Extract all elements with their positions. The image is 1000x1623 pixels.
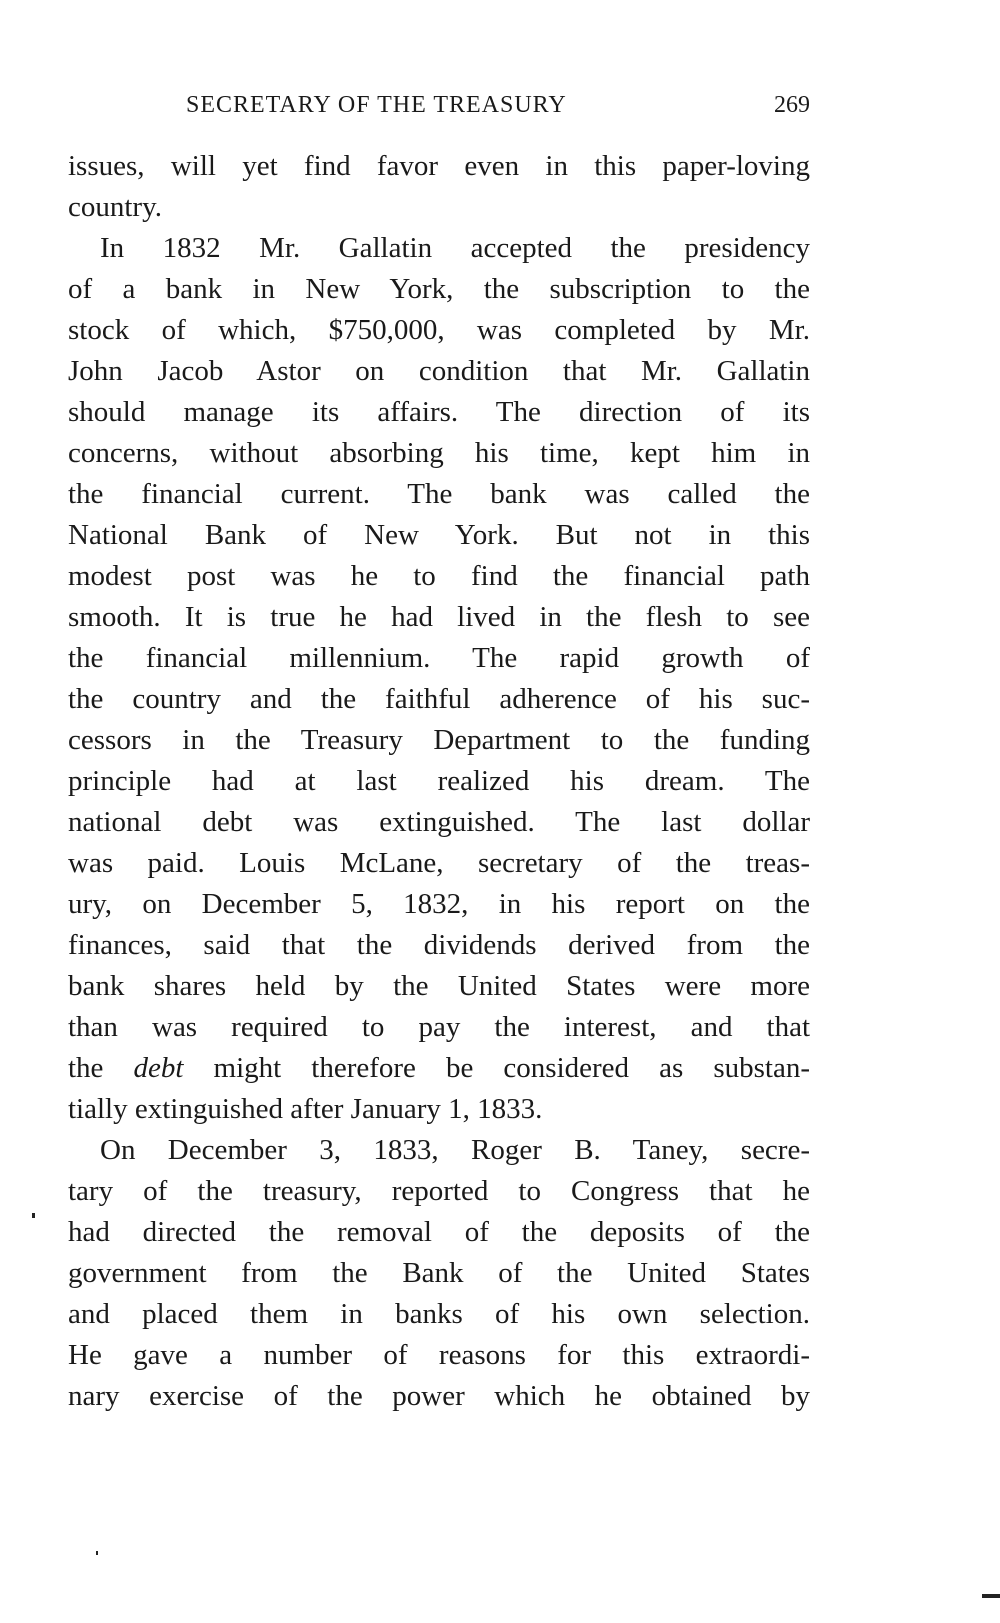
text-line: should manage its affairs. The direction of its (68, 396, 810, 428)
text-line: the financial current. The bank was called the (68, 478, 810, 510)
scan-speck (96, 1551, 98, 1555)
text-line: nary exercise of the power which he obtained by (68, 1380, 810, 1412)
emphasis: debt (133, 1052, 184, 1084)
text-line: On December 3, 1833, Roger B. Taney, secre- (100, 1134, 810, 1166)
text-line: modest post was he to find the financial path (68, 560, 810, 592)
text-line: of a bank in New York, the subscription to the (68, 273, 810, 305)
text-line: ury, on December 5, 1832, in his report on the (68, 888, 810, 920)
text-line: smooth. It is true he had lived in the flesh to see (68, 601, 810, 633)
page-header (68, 92, 810, 126)
text-line: the financial millennium. The rapid growth of (68, 642, 810, 674)
text-line: national debt was extinguished. The last dollar (68, 806, 810, 838)
page-number: 269 (774, 92, 810, 118)
text-line: stock of which, $750,000, was completed by Mr. (68, 314, 810, 346)
text-line: cessors in the Treasury Department to the funding (68, 724, 810, 756)
text-line: tially extinguished after January 1, 1833. (68, 1093, 543, 1125)
text-line: John Jacob Astor on condition that Mr. Gallatin (68, 355, 810, 387)
text-line: finances, said that the dividends derived from the (68, 929, 810, 961)
text-line: had directed the removal of the deposits of the (68, 1216, 810, 1248)
text-line: concerns, without absorbing his time, kept him in (68, 437, 810, 469)
text-line: issues, will yet find favor even in this paper-loving (68, 150, 810, 182)
running-head: SECRETARY OF THE TREASURY (186, 92, 567, 118)
text-line: In 1832 Mr. Gallatin accepted the presidency (100, 232, 810, 264)
text-line: the debt might therefore be considered as substan- (68, 1052, 810, 1084)
text-line: government from the Bank of the United States (68, 1257, 810, 1289)
text-line: tary of the treasury, reported to Congress that he (68, 1175, 810, 1207)
body-text (68, 146, 810, 1417)
text-line: National Bank of New York. But not in this (68, 519, 810, 551)
text-line: the country and the faithful adherence of his suc- (68, 683, 810, 715)
text-line: than was required to pay the interest, and that (68, 1011, 810, 1043)
text-line: was paid. Louis McLane, secretary of the treas- (68, 847, 810, 879)
text-line: country. (68, 191, 162, 223)
scan-speck (32, 1213, 35, 1218)
edge-mark (982, 1594, 1000, 1598)
text-line: and placed them in banks of his own selection. (68, 1298, 810, 1330)
text-line: principle had at last realized his dream. The (68, 765, 810, 797)
text-line: He gave a number of reasons for this extraordi- (68, 1339, 810, 1371)
text-line: bank shares held by the United States were more (68, 970, 810, 1002)
